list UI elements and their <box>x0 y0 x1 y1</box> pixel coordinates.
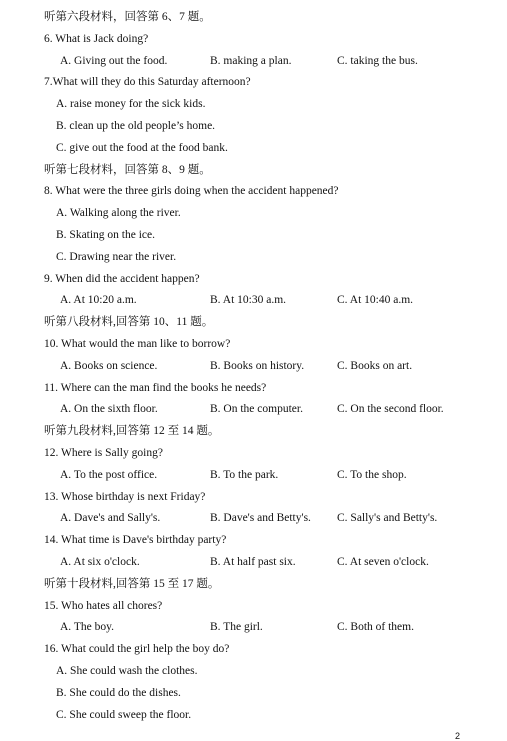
question-text: 13. Whose birthday is next Friday? <box>44 491 206 503</box>
answer-option: A. On the sixth floor. <box>60 403 158 415</box>
answer-option: A. The boy. <box>60 621 114 633</box>
options-row <box>0 511 507 525</box>
section-heading: 听第十段材料,回答第 15 至 17 题。 <box>44 578 220 590</box>
question-text: 6. What is Jack doing? <box>44 33 149 45</box>
answer-option: B. To the park. <box>210 469 279 481</box>
answer-option: C. At 10:40 a.m. <box>337 294 414 306</box>
question-text: 10. What would the man like to borrow? <box>44 338 231 350</box>
answer-option: C. Sally's and Betty's. <box>337 512 438 524</box>
page-number: 2 <box>454 731 460 741</box>
answer-option: C. On the second floor. <box>337 403 444 415</box>
answer-option: B. Dave's and Betty's. <box>210 512 311 524</box>
question-text: 16. What could the girl help the boy do? <box>44 643 230 655</box>
answer-option: A. To the post office. <box>60 469 158 481</box>
answer-option: C. taking the bus. <box>337 55 418 67</box>
answer-option: B. clean up the old people’s home. <box>56 120 216 132</box>
options-row <box>0 54 507 68</box>
answer-option: C. At seven o'clock. <box>337 556 429 568</box>
section-heading: 听第八段材料,回答第 10、11 题。 <box>44 316 214 328</box>
question-text: 14. What time is Dave's birthday party? <box>44 534 227 546</box>
options-row <box>0 555 507 569</box>
options-row <box>0 620 507 634</box>
section-heading: 听第七段材料，回答第 8、9 题。 <box>44 164 211 176</box>
answer-option: A. She could wash the clothes. <box>56 665 198 677</box>
answer-option: C. give out the food at the food bank. <box>56 142 228 154</box>
answer-option: A. Dave's and Sally's. <box>60 512 161 524</box>
question-text: 11. Where can the man find the books he needs? <box>44 382 267 394</box>
answer-option: B. Skating on the ice. <box>56 229 156 241</box>
answer-option: B. On the computer. <box>210 403 303 415</box>
answer-option: B. Books on history. <box>210 360 305 372</box>
answer-option: C. Drawing near the river. <box>56 251 177 263</box>
answer-option: A. Walking along the river. <box>56 207 181 219</box>
question-text: 12. Where is Sally going? <box>44 447 163 459</box>
options-row <box>0 468 507 482</box>
answer-option: B. She could do the dishes. <box>56 687 181 699</box>
answer-option: A. Books on science. <box>60 360 158 372</box>
answer-option: B. At 10:30 a.m. <box>210 294 287 306</box>
options-row <box>0 402 507 416</box>
answer-option: B. making a plan. <box>210 55 292 67</box>
answer-option: A. raise money for the sick kids. <box>56 98 206 110</box>
question-text: 7.What will they do this Saturday afternoon? <box>44 76 251 88</box>
question-text: 15. Who hates all chores? <box>44 600 163 612</box>
section-heading: 听第六段材料，回答第 6、7 题。 <box>44 11 211 23</box>
section-heading: 听第九段材料,回答第 12 至 14 题。 <box>44 425 220 437</box>
answer-option: A. Giving out the food. <box>60 55 168 67</box>
question-text: 9. When did the accident happen? <box>44 273 200 285</box>
options-row <box>0 359 507 373</box>
answer-option: B. The girl. <box>210 621 263 633</box>
options-row <box>0 293 507 307</box>
answer-option: B. At half past six. <box>210 556 296 568</box>
answer-option: A. At six o'clock. <box>60 556 140 568</box>
question-text: 8. What were the three girls doing when the accident happened? <box>44 185 339 197</box>
answer-option: C. Books on art. <box>337 360 413 372</box>
answer-option: C. To the shop. <box>337 469 407 481</box>
answer-option: A. At 10:20 a.m. <box>60 294 137 306</box>
answer-option: C. She could sweep the floor. <box>56 709 192 721</box>
answer-option: C. Both of them. <box>337 621 414 633</box>
